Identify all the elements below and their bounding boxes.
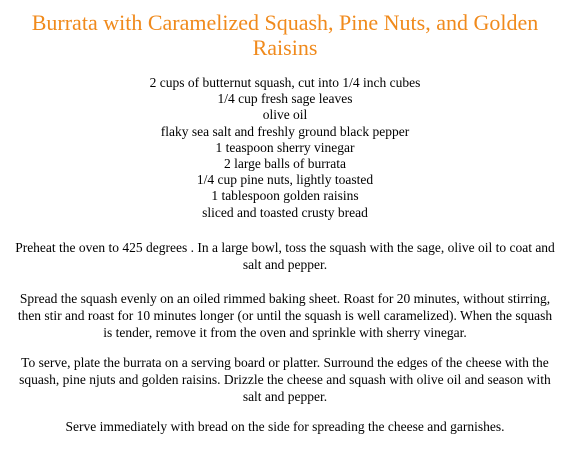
ingredient-item: 1/4 cup fresh sage leaves: [217, 91, 353, 107]
instruction-paragraph-serve: To serve, plate the burrata on a serving board or platter. Surround the edges of the cheese with the squash, pine njuts and golden raisins. Drizzle the cheese and squash with olive oil and season with salt and pepper.: [19, 355, 551, 404]
ingredient-item: flaky sea salt and freshly ground black pepper: [160, 123, 410, 139]
ingredient-item: 1 tablespoon golden raisins: [211, 188, 359, 204]
ingredient-list: [10, 75, 560, 221]
ingredient-item: 2 large balls of burrata: [224, 156, 346, 172]
recipe-title: Burrata with Caramelized Squash, Pine Nuts, and Golden Raisins: [31, 10, 539, 60]
ingredient-item: 1 teaspoon sherry vinegar: [215, 139, 355, 155]
ingredient-item: 2 cups of butternut squash, cut into 1/4 inch cubes: [149, 75, 421, 90]
instruction-paragraph-final: Serve immediately with bread on the side for spreading the cheese and garnishes.: [65, 419, 505, 434]
ingredient-item: olive oil: [262, 107, 308, 123]
ingredient-item: sliced and toasted crusty bread: [202, 204, 368, 220]
ingredient-item: 1/4 cup pine nuts, lightly toasted: [196, 172, 374, 188]
instruction-paragraph-roast: Spread the squash evenly on an oiled rimmed baking sheet. Roast for 20 minutes, without stirring, then stir and roast for 10 minutes longer (or until the squash is well caramelized). When the squash is tender, remove it from the oven and sprinkle with sherry vinegar.: [17, 291, 553, 340]
instruction-paragraph-preheat: Preheat the oven to 425 degrees . In a large bowl, toss the squash with the sage, olive oil to coat and salt and pepper.: [15, 240, 555, 272]
